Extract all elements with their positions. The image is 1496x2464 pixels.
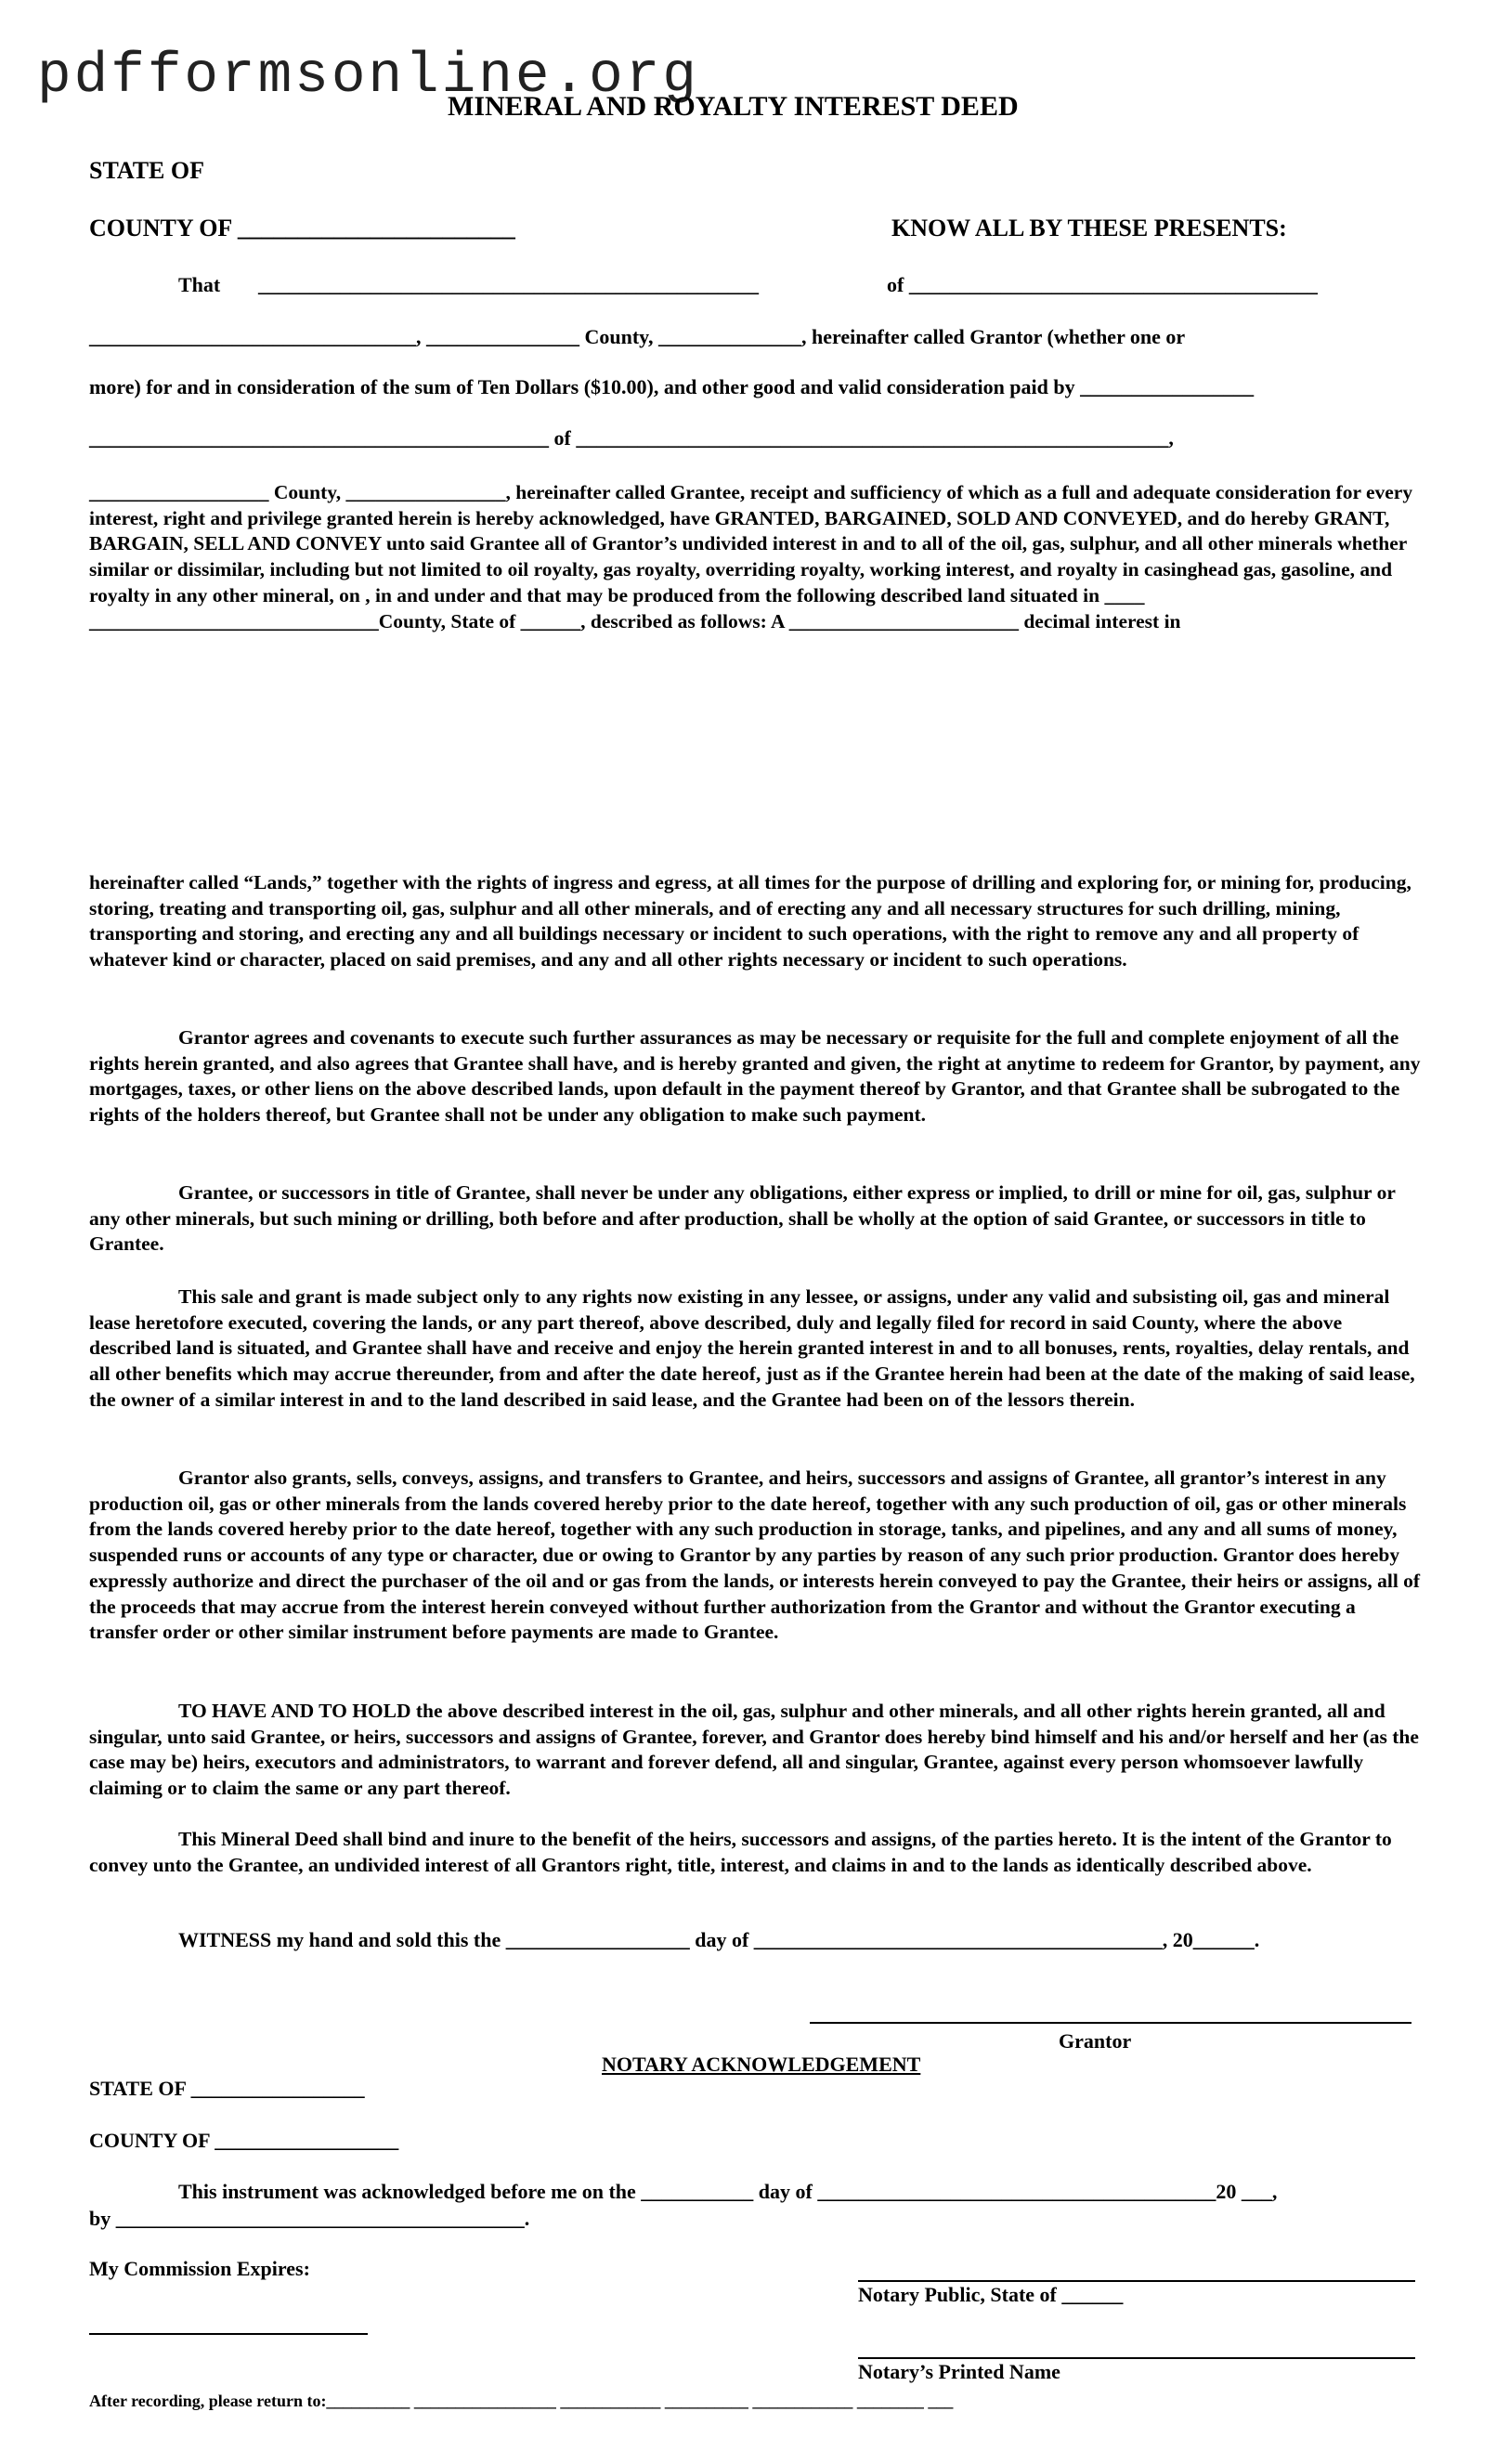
notary-printed-name-line[interactable] [858, 2357, 1415, 2359]
notary-heading: NOTARY ACKNOWLEDGEMENT [602, 2053, 921, 2076]
grant-that-label: That [178, 273, 221, 296]
document-title: MINERAL AND ROYALTY INTEREST DEED [448, 91, 1019, 122]
header-know-all: KNOW ALL BY THESE PRESENTS: [891, 215, 1287, 241]
witness-line[interactable]: WITNESS my hand and sold this the __________________ day of ________________________________________, 20______. [178, 1928, 1260, 1951]
watermark: pdfformsonline.org [37, 45, 699, 109]
grantor-address-line[interactable]: ________________________________, _______________ County, ______________, hereinafter called Grantor (whether one or [89, 325, 1186, 348]
acknowledged-by-line[interactable]: by ________________________________________. [89, 2207, 530, 2230]
paragraph-obligations: Grantee, or successors in title of Grantee, shall never be under any obligations, either express or implied, to drill or mine for oil, gas, sulphur or any other minerals, but such mining or drilling, both before and after production, shall be wholly at the option of said Grantee, or successors in title to Grantee. [89, 1181, 1396, 1256]
notary-signature-line[interactable] [858, 2280, 1415, 2282]
paragraph-subject: This sale and grant is made subject only to any rights now existing in any lessee, or assigns, under any valid and subsisting oil, gas and mineral lease heretofore executed, covering the lands, or any part thereof, above described, duly and legally filed for record in said County, where the above described land is situated, and Grantee shall have and receive and enjoy the herein granted interest in and to all bonuses, rents, royalties, delay rentals, and all other benefits which may accrue thereunder, from and after the date hereof, just as if the Grantee herein had been at the date of the making of said lease, the owner of a similar interest in and to the land described in said lease, and the Grantee had been on of the lessors therein. [89, 1285, 1415, 1411]
grantor-of-field[interactable]: of ________________________________________ [887, 273, 1318, 296]
return-to-line[interactable]: After recording, please return to:__________ _________________ ____________ __________ ____________ ________ ___ [89, 2392, 954, 2410]
header-county-of[interactable]: COUNTY OF _______________________ [89, 215, 515, 241]
acknowledgement-line[interactable]: This instrument was acknowledged before me on the ___________ day of _______________________________________20 ___, [178, 2180, 1278, 2203]
commission-expires-field[interactable] [89, 2333, 368, 2335]
grantee-name-line[interactable]: _____________________________________________ of __________________________________________________________, [89, 426, 1174, 450]
notary-state-of[interactable]: STATE OF _________________ [89, 2077, 365, 2100]
grantor-label: Grantor [1059, 2029, 1132, 2053]
consideration-line[interactable]: more) for and in consideration of the sum of Ten Dollars ($10.00), and other good and valid consideration paid by _________________ [89, 375, 1255, 398]
paragraph-assurances: Grantor agrees and covenants to execute such further assurances as may be necessary or requisite for the full and complete enjoyment of all the rights herein granted, and also agrees that Grantee shall have, and is hereby granted and given, the right at anytime to redeem for Grantor, by payment, any mortgages, taxes, or other liens on the above described lands, upon default in the payment thereof by Grantor, and that Grantee shall be subrogated to the rights of the holders thereof, but Grantee shall not be under any obligation to make such payment. [89, 1026, 1421, 1127]
header-state-of: STATE OF [89, 157, 205, 184]
commission-expires-label: My Commission Expires: [89, 2257, 310, 2280]
grantor-name-field[interactable]: _________________________________________________ [258, 273, 759, 296]
paragraph-bind: This Mineral Deed shall bind and inure to the benefit of the heirs, successors and assigns, of the parties hereto. It is the intent of the Grantor to convey unto the Grantee, an undivided interest of all Grantors right, title, interest, and claims in and to the lands as identically described above. [89, 1828, 1392, 1876]
grantor-signature-line[interactable] [810, 2022, 1411, 2024]
notary-county-of[interactable]: COUNTY OF __________________ [89, 2129, 399, 2152]
notary-public-state[interactable]: Notary Public, State of ______ [858, 2283, 1124, 2306]
grant-paragraph [89, 480, 1426, 634]
paragraph-transfers: Grantor also grants, sells, conveys, assigns, and transfers to Grantee, and heirs, successors and assigns of Grantee, all grantor’s interest in any production oil, gas or other minerals from the lands covered hereby prior to the date hereof, together with any such production of oil, gas or other minerals from the lands covered hereby prior to the date hereof, together with any such production in storage, tanks, and pipelines, and any and all sums of money, suspended runs or accounts of any type or character, due or owing to Grantor by any parties by reason of any such prior production. Grantor does hereby expressly authorize and direct the purchaser of the oil and or gas from the lands, or interests herein conveyed to pay the Grantee, their heirs or assigns, all of the proceeds that may accrue from the interest herein conveyed without further authorization from the Grantor and without the Grantor executing a transfer order or other similar instrument before payments are made to Grantee. [89, 1467, 1421, 1644]
paragraph-lands: hereinafter called “Lands,” together with the rights of ingress and egress, at all times for the purpose of drilling and exploring for, or mining for, producing, storing, treating and transporting oil, gas, sulphur and all other minerals, and of erecting any and all necessary structures for such drilling, mining, transporting and storing, and erecting any and all buildings necessary or incident to such operations, with the right to remove any and all property of whatever kind or character, placed on said premises, and any and all other rights necessary or incident to such operations. [89, 871, 1411, 971]
notary-printed-name-label: Notary’s Printed Name [858, 2360, 1060, 2383]
grant-paragraph-text: __________________ County, ________________, hereinafter called Grantee, receipt and sufficiency of which as a full and adequate consideration for every interest, right and privilege granted herein is hereby acknowledged, have GRANTED, BARGAINED, SOLD AND CONVEYED, and do hereby GRANT, BARGAIN, SELL AND CONVEY unto said Grantee all of Grantor’s undivided interest in and to all of the oil, gas, sulphur, and all other minerals whether similar or dissimilar, including but not limited to oil royalty, gas royalty, overriding royalty, working interest, and royalty in casinghead gas, gasoline, and royalty in any other mineral, on , in and under and that may be produced from the following described land situated in ____ _____________________________County, State of ______, described as follows: A _______________________ decimal interest in [89, 481, 1413, 632]
paragraph-have-hold: TO HAVE AND TO HOLD the above described interest in the oil, gas, sulphur and other minerals, and all other rights herein granted, all and singular, unto said Grantee, or heirs, successors and assigns of Grantee, forever, and Grantor does hereby bind himself and his and/or herself and her (as the case may be) heirs, executors and administrators, to warrant and forever defend, all and singular, Grantee, against every person whomsoever lawfully claiming or to claim the same or any part thereof. [89, 1700, 1419, 1800]
